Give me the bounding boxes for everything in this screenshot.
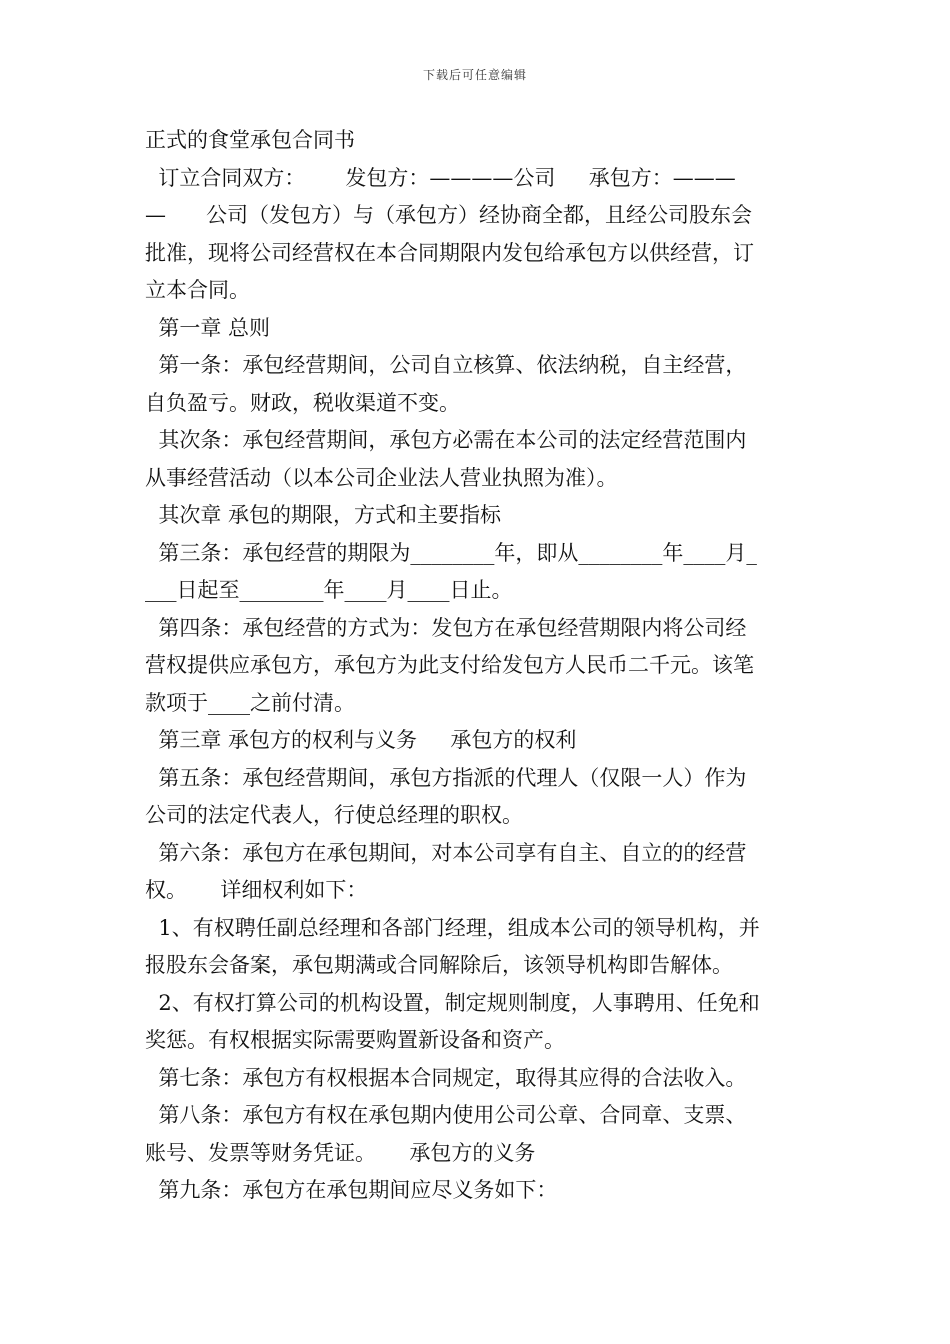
- text-line: 账号、发票等财务凭证。 承包方的义务: [145, 1140, 536, 1165]
- text-line: 第九条：承包方在承包期间应尽义务如下：: [145, 1178, 558, 1202]
- text-line: ___日起至________年____月____日止。: [145, 578, 513, 602]
- chapter-heading: 第三章 承包方的权利与义务 承包方的权利: [145, 728, 577, 752]
- chapter-heading: 第一章 总则: [145, 315, 271, 340]
- document-body: [145, 122, 805, 1210]
- text-line: — 公司（发包方）与（承包方）经协商全都，且经公司股东会: [145, 203, 753, 227]
- text-line: 公司的法定代表人，行使总经理的职权。: [145, 803, 523, 827]
- text-line: 款项于____之前付清。: [145, 690, 355, 715]
- text-line: 第六条：承包方在承包期间，对本公司享有自主、自立的的经营: [145, 840, 747, 865]
- page-header: 下载后可任意编辑: [422, 68, 527, 82]
- text-line: 第四条：承包经营的方式为：发包方在承包经营期限内将公司经: [145, 615, 747, 640]
- text-line: 报股东会备案，承包期满或合同解除后，该领导机构即告解体。: [145, 953, 733, 977]
- chapter-heading: 其次章 承包的期限，方式和主要指标: [145, 503, 502, 527]
- document-title: 正式的食堂承包合同书: [145, 128, 355, 152]
- text-line: 批准，现将公司经营权在本合同期限内发包给承包方以供经营，订: [145, 240, 754, 265]
- text-line: 第五条：承包经营期间，承包方指派的代理人（仅限一人）作为: [145, 765, 747, 790]
- text-line: 其次条：承包经营期间，承包方必需在本公司的法定经营范围内: [145, 428, 747, 452]
- text-line: 第七条：承包方有权根据本合同规定，取得其应得的合法收入。: [145, 1065, 747, 1090]
- text-line: 营权提供应承包方，承包方为此支付给发包方人民币二千元。该笔: [145, 653, 754, 677]
- text-line: 订立合同双方： 发包方：————公司 承包方：———: [145, 165, 736, 190]
- text-line: 奖惩。有权根据实际需要购置新设备和资产。: [145, 1028, 565, 1052]
- text-line: 第一条：承包经营期间，公司自立核算、依法纳税，自主经营，: [145, 353, 747, 377]
- text-line: 从事经营活动（以本公司企业法人营业执照为准）。: [145, 465, 618, 490]
- text-line: 1、有权聘任副总经理和各部门经理，组成本公司的领导机构，并: [145, 915, 760, 940]
- text-line: 2、有权打算公司的机构设置，制定规则制度，人事聘用、任免和: [145, 990, 760, 1015]
- text-line: 自负盈亏。财政，税收渠道不变。: [145, 390, 460, 415]
- text-line: 权。 详细权利如下：: [145, 878, 368, 902]
- text-line: 第八条：承包方有权在承包期内使用公司公章、合同章、支票、: [145, 1103, 747, 1127]
- text-line: 第三条：承包经营的期限为________年，即从________年____月_: [145, 540, 757, 565]
- text-line: 立本合同。: [145, 278, 250, 302]
